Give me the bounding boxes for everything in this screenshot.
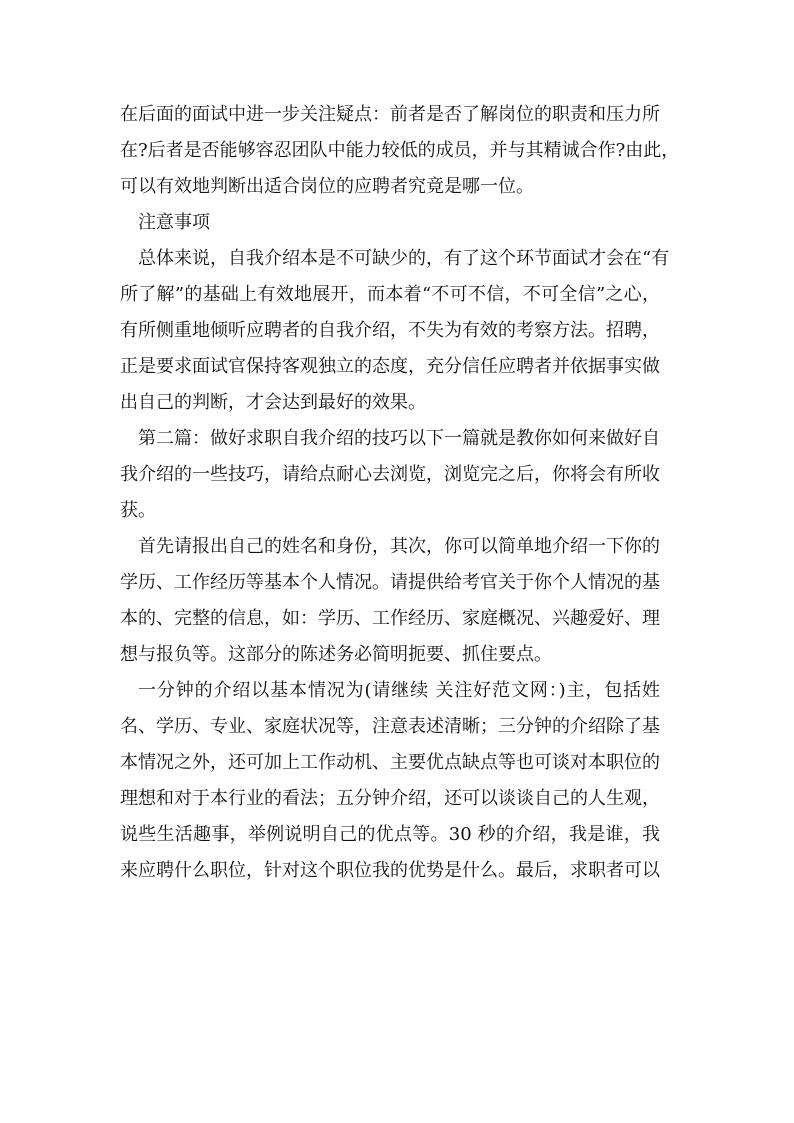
text-line: 本的、完整的信息，如：学历、工作经历、家庭概况、兴趣爱好、理 [120,608,660,629]
text-line: 正是要求面试官保持客观独立的态度，充分信任应聘者并依据事实做 [120,356,660,377]
text-line: 可以有效地判断出适合岗位的应聘者究竟是哪一位。 [120,176,534,197]
text-line: 我介绍的一些技巧，请给点耐心去浏览，浏览完之后，你将会有所收 [120,464,660,485]
paragraph-4 [120,421,660,529]
text-line: 第二篇：做好求职自我介绍的技巧以下一篇就是教你如何来做好自 [138,428,660,449]
text-line: 本情况之外，还可加上工作动机、主要优点缺点等也可谈对本职位的 [120,752,660,773]
text-line: 首先请报出自己的姓名和身份，其次，你可以简单地介绍一下你的 [138,536,660,557]
paragraph-6 [120,673,660,889]
text-line: 说些生活趣事，举例说明自己的优点等。30 秒的介绍，我是谁，我 [120,824,660,845]
text-line: 学历、工作经历等基本个人情况。请提供给考官关于你个人情况的基 [120,572,660,593]
text-line: 一分钟的介绍以基本情况为(请继续 关注好范文网：)主，包括姓 [138,680,660,701]
text-line: 在后面的面试中进一步关注疑点：前者是否了解岗位的职责和压力所 [120,104,660,125]
text-line: 来应聘什么职位，针对这个职位我的优势是什么。最后，求职者可以 [120,860,660,881]
text-line: 有所侧重地倾听应聘者的自我介绍，不失为有效的考察方法。招聘， [120,320,660,341]
text-line: 出自己的判断，才会达到最好的效果。 [120,392,426,413]
text-line: 获。 [120,500,156,521]
paragraph-3 [120,241,670,421]
text-line: 想与报负等。这部分的陈述务必简明扼要、抓住要点。 [120,644,552,665]
text-line: 名、学历、专业、家庭状况等，注意表述清晰；三分钟的介绍除了基 [120,716,660,737]
text-line: 在?后者是否能够容忍团队中能力较低的成员，并与其精诚合作?由此， [120,140,680,161]
text-line: 总体来说，自我介绍本是不可缺少的，有了这个环节面试才会在“有 [138,248,670,269]
section-heading [120,205,660,241]
paragraph-5 [120,529,660,673]
text-line: 所了解”的基础上有效地展开，而本着“不可不信，不可全信”之心， [120,284,660,305]
heading-text: 注意事项 [138,212,210,233]
paragraph-1 [120,97,680,205]
text-line: 理想和对于本行业的看法；五分钟介绍，还可以谈谈自己的人生观， [120,788,660,809]
document-body [120,97,680,889]
